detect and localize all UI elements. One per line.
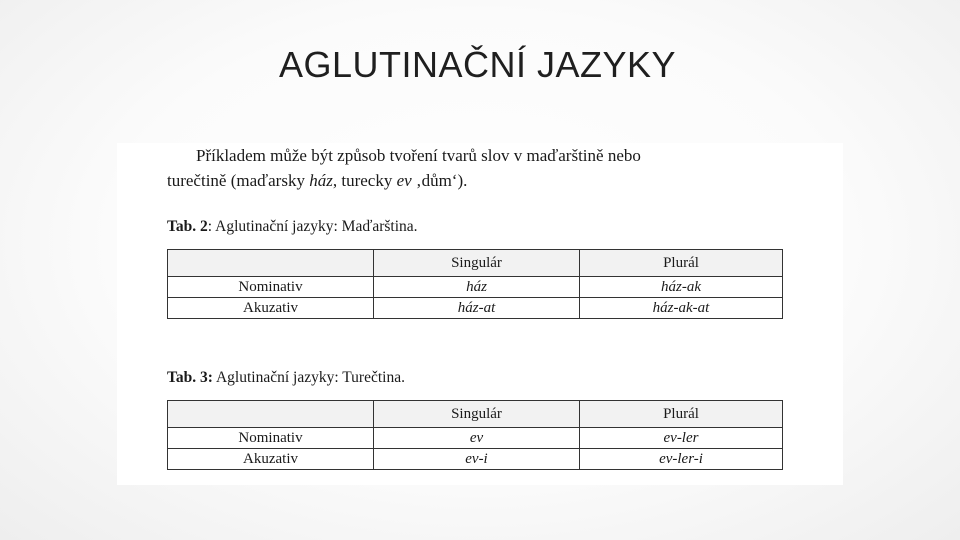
cell-plural: ház-ak-at [580, 298, 783, 319]
cell-plural: ev-ler-i [580, 449, 783, 470]
table-header-row [168, 401, 783, 428]
intro-word-ev: ev [396, 171, 412, 190]
cell-singular: ev-i [374, 449, 580, 470]
header-cell-plural: Plurál [580, 250, 783, 277]
header-cell-plural: Plurál [580, 401, 783, 428]
table-caption-turkish [167, 369, 405, 387]
cell-singular: ev [374, 428, 580, 449]
cell-singular: ház-at [374, 298, 580, 319]
table-row [168, 428, 783, 449]
header-cell-singular: Singulár [374, 250, 580, 277]
table-turkish [167, 400, 783, 470]
intro-line-2b: , turecky [332, 171, 397, 190]
table-hungarian [167, 249, 783, 319]
intro-line-2a: turečtině (maďarsky [167, 171, 310, 190]
row-label: Nominativ [168, 277, 374, 298]
intro-line-1: Příkladem může být způsob tvoření tvarů slov v maďarštině nebo [196, 146, 641, 165]
table-row [168, 298, 783, 319]
table-row [168, 449, 783, 470]
header-cell-singular: Singulár [374, 401, 580, 428]
table-row [168, 277, 783, 298]
intro-paragraph [167, 143, 787, 193]
slide-title: AGLUTINAČNÍ JAZYKY [278, 44, 677, 85]
row-label: Akuzativ [168, 449, 374, 470]
caption-text: Aglutinační jazyky: Turečtina. [212, 369, 405, 386]
intro-word-haz: ház [309, 171, 333, 190]
scanned-text-image [117, 143, 843, 485]
table-header-row [168, 250, 783, 277]
cell-plural: ev-ler [580, 428, 783, 449]
table-caption-hungarian [167, 218, 418, 236]
caption-label: Tab. 3: [167, 369, 213, 386]
caption-label: Tab. 2 [167, 218, 208, 235]
row-label: Akuzativ [168, 298, 374, 319]
row-label: Nominativ [168, 428, 374, 449]
intro-line-2c: ‚dům‘). [411, 171, 468, 190]
caption-text: : Aglutinační jazyky: Maďarština. [207, 218, 418, 235]
header-cell-empty [168, 250, 374, 277]
cell-plural: ház-ak [580, 277, 783, 298]
cell-singular: ház [374, 277, 580, 298]
header-cell-empty [168, 401, 374, 428]
